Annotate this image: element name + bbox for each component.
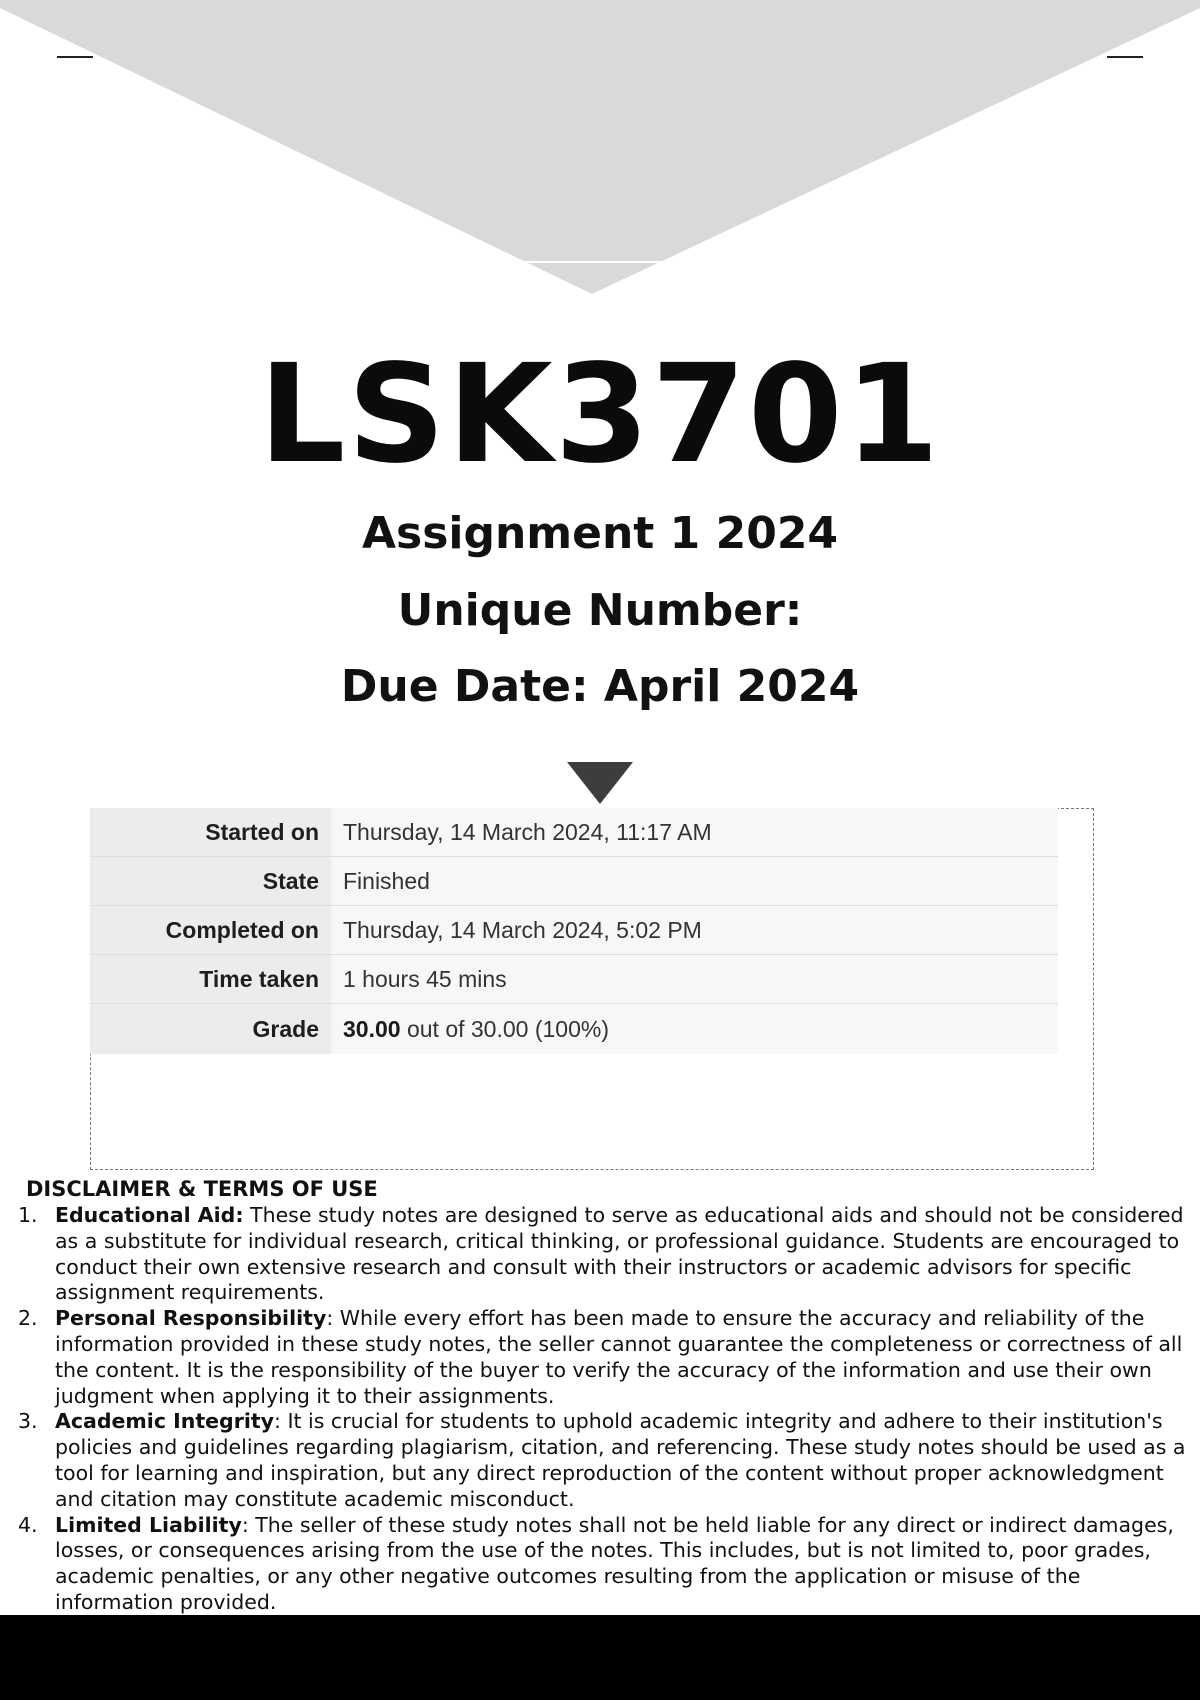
due-date: Due Date: April 2024 — [340, 661, 860, 712]
item-number: 1. — [18, 1203, 38, 1227]
list-item — [18, 1513, 1188, 1616]
item-number: 4. — [18, 1512, 38, 1537]
completed-on-label: Completed on — [90, 906, 331, 955]
time-taken-label: Time taken — [90, 955, 331, 1004]
corner-mark-left — [57, 56, 93, 58]
list-item — [18, 1409, 1188, 1512]
grade-label: Grade — [90, 1004, 331, 1055]
disclaimer-list — [18, 1203, 1188, 1616]
item-number: 3. — [18, 1409, 38, 1434]
disclaimer-title: DISCLAIMER & TERMS OF USE — [26, 1177, 378, 1201]
item-heading: Limited Liability — [55, 1512, 242, 1537]
state-label: State — [90, 857, 331, 906]
list-item — [18, 1203, 1188, 1306]
table-row — [90, 906, 1058, 955]
state-value: Finished — [331, 857, 1058, 906]
corner-mark-right — [1107, 56, 1143, 58]
grade-score: 30.00 — [343, 1015, 401, 1042]
assignment-title: Assignment 1 2024 — [361, 508, 839, 559]
unique-number: Unique Number: — [397, 585, 803, 636]
top-chevron-banner — [0, 0, 1200, 300]
table-row — [90, 955, 1058, 1004]
item-text: : While every effort has been made to ensure the accuracy and reliability of the information provided in these study notes, the seller cannot guarantee the completeness or correctness of all the content. It is the responsibility of the buyer to verify the accuracy of the information and use their own judgment when applying it to their assignments. — [55, 1306, 1183, 1408]
completed-on-value: Thursday, 14 March 2024, 5:02 PM — [331, 906, 1058, 955]
grade-value — [331, 1004, 1058, 1055]
item-heading: Academic Integrity — [55, 1409, 275, 1434]
table-row — [90, 1004, 1058, 1055]
item-text: : It is crucial for students to uphold academic integrity and adhere to their institution's policies and guidelines regarding plagiarism, citation, and referencing. These study notes should be used as a tool for learning and inspiration, but any direct reproduction of the content without proper acknowledgment and citation may constitute academic misconduct. — [55, 1409, 1186, 1511]
attempt-summary-table — [90, 808, 1058, 1054]
table-row — [90, 808, 1058, 857]
started-on-label: Started on — [90, 808, 331, 857]
course-code-title: LSK3701 — [258, 336, 942, 494]
item-heading: Personal Responsibility — [55, 1306, 327, 1331]
item-number: 2. — [18, 1306, 38, 1331]
item-heading: Educational Aid: — [55, 1203, 244, 1227]
item-text: : The seller of these study notes shall not be held liable for any direct or indirect damages, losses, or consequences arising from the use of the notes. This includes, but is not limited to, poor grades, academic penalties, or any other negative outcomes resulting from the application or misuse of the information provided. — [55, 1512, 1174, 1614]
started-on-value: Thursday, 14 March 2024, 11:17 AM — [331, 808, 1058, 857]
table-row — [90, 857, 1058, 906]
item-text: These study notes are designed to serve as educational aids and should not be considered as a substitute for individual research, critical thinking, or professional guidance. Students are encouraged to conduct their own extensive research and consult with their instructors or academic advisors for specific assignment requirements. — [55, 1203, 1184, 1305]
footer-bar — [0, 1615, 1200, 1700]
down-arrow-icon — [567, 762, 633, 804]
list-item — [18, 1306, 1188, 1409]
grade-out-of: out of 30.00 (100%) — [400, 1015, 609, 1042]
time-taken-value: 1 hours 45 mins — [331, 955, 1058, 1004]
